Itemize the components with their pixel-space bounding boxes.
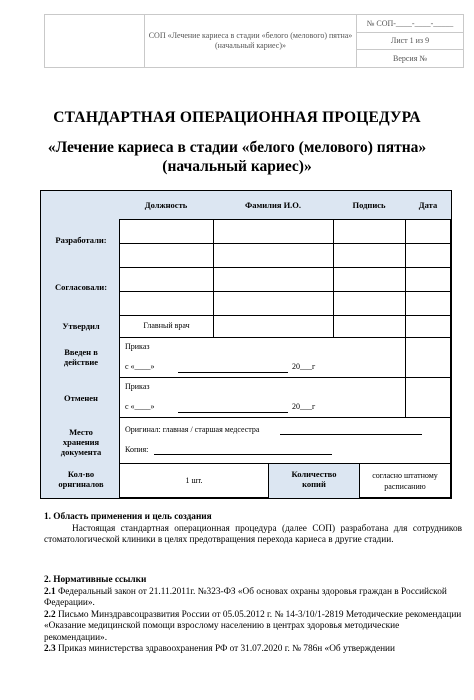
header-sop-title: СОП «Лечение кариеса в стадии «белого (мелового) пятна» (начальный кариес)» xyxy=(145,15,357,68)
col-date-header: Дата xyxy=(418,200,438,210)
enacted-order-from: с «____» xyxy=(125,362,155,371)
copies-label xyxy=(269,469,359,489)
agreed-name-1[interactable] xyxy=(213,267,334,292)
section-2-title: 2. Нормативные ссылки xyxy=(44,575,147,585)
header-logo-cell xyxy=(45,15,145,68)
section-1-title: 1. Область применения и цель создания xyxy=(44,512,212,522)
developed-position-1[interactable] xyxy=(119,219,214,244)
originals-count-cell[interactable] xyxy=(119,463,269,498)
row-developed-label: Разработали: xyxy=(55,235,107,245)
document-subtitle-line1: «Лечение кариеса в стадии «белого (мелового) пятна» xyxy=(47,139,427,156)
developed-name-1[interactable] xyxy=(213,219,334,244)
enacted-empty xyxy=(405,337,451,378)
section-2 xyxy=(44,575,462,656)
developed-date-1[interactable] xyxy=(405,219,451,244)
row-originals-label-1: Кол-во xyxy=(67,469,95,479)
agreed-date-1[interactable] xyxy=(405,267,451,292)
originals-count: 1 шт. xyxy=(185,476,203,485)
copies-value-cell[interactable] xyxy=(359,463,451,498)
header-sheet: Лист 1 из 9 xyxy=(357,32,464,50)
row-location-label-2: хранения xyxy=(62,437,100,447)
document-title: СТАНДАРТНАЯ ОПЕРАЦИОННАЯ ПРОЦЕДУРА xyxy=(53,109,421,126)
location-original-underline xyxy=(280,434,422,435)
section-2-2 xyxy=(44,610,462,645)
developed-date-2[interactable] xyxy=(405,243,451,268)
row-originals-label-2: орнгиналов xyxy=(58,479,104,489)
row-originals-label xyxy=(43,469,119,489)
copies-value-2: расписанию xyxy=(384,482,426,491)
location-copy: Копия: xyxy=(125,445,149,454)
approved-name[interactable] xyxy=(213,315,334,338)
enacted-order-underline xyxy=(178,372,288,373)
row-location-label-3: документа xyxy=(60,447,102,457)
approved-position: Главный врач xyxy=(143,321,190,330)
agreed-name-2[interactable] xyxy=(213,291,334,316)
section-2-3-text: Приказ министерства здравоохранения РФ от 31.07.2020 г. № 786н «Об утверждении xyxy=(55,644,395,654)
document-subtitle xyxy=(0,138,474,176)
cancelled-order-year: 20___г xyxy=(292,402,316,411)
row-approved-label: Утвердил xyxy=(62,321,100,331)
row-enacted-label-1: Введен в xyxy=(64,347,98,357)
section-2-3-num: 2.3 xyxy=(44,644,56,654)
header-sop-number: № СОП-____-____-_____ xyxy=(357,15,464,33)
agreed-position-2[interactable] xyxy=(119,291,214,316)
enacted-order-year: 20___г xyxy=(292,362,316,371)
approval-table xyxy=(40,190,452,499)
row-enacted-label xyxy=(43,347,119,367)
enacted-order-label: Приказ xyxy=(125,342,150,351)
row-agreed-label: Согласовали: xyxy=(54,282,108,292)
sop-header-table xyxy=(44,14,464,68)
enacted-order-cell[interactable] xyxy=(119,337,407,378)
developed-position-2[interactable] xyxy=(119,243,214,268)
approved-date[interactable] xyxy=(405,315,451,338)
col-name-header: Фамилия И.О. xyxy=(244,200,302,210)
col-position-header: Должность xyxy=(144,200,188,210)
approved-signature[interactable] xyxy=(333,315,406,338)
location-copy-underline xyxy=(154,454,332,455)
row-location-label xyxy=(43,427,119,457)
section-2-2-num: 2.2 xyxy=(44,609,56,620)
copies-label-1: Количество xyxy=(291,469,337,479)
row-enacted-label-2: действие xyxy=(63,357,99,367)
cancelled-empty xyxy=(405,377,451,418)
cancelled-order-label: Приказ xyxy=(125,382,150,391)
col-signature-header: Подпись xyxy=(352,200,386,210)
developed-signature-1[interactable] xyxy=(333,219,406,244)
row-cancelled-label: Отменен xyxy=(64,393,98,403)
cancelled-order-cell[interactable] xyxy=(119,377,407,418)
row-location-label-1: Место xyxy=(69,427,93,437)
location-cell[interactable] xyxy=(119,417,451,464)
section-2-3 xyxy=(44,644,462,656)
agreed-date-2[interactable] xyxy=(405,291,451,316)
developed-name-2[interactable] xyxy=(213,243,334,268)
developed-signature-2[interactable] xyxy=(333,243,406,268)
section-2-1-text: Федеральный закон от 21.11.2011г. №323-ФЗ «Об основах охраны здоровья граждан в Российской Федерации». xyxy=(44,586,447,608)
section-2-1-num: 2.1 xyxy=(44,586,56,597)
section-1 xyxy=(44,512,462,547)
document-subtitle-line2: (начальный кариес)» xyxy=(162,158,312,175)
header-version: Версия № xyxy=(357,50,464,68)
copies-label-2: копий xyxy=(302,479,326,489)
agreed-signature-1[interactable] xyxy=(333,267,406,292)
cancelled-order-from: с «____» xyxy=(125,402,155,411)
cancelled-order-underline xyxy=(178,412,288,413)
section-2-1 xyxy=(44,587,462,610)
approved-position-cell[interactable] xyxy=(119,315,214,338)
copies-value xyxy=(360,470,450,492)
section-1-text: Настоящая стандартная операционная процедура (далее СОП) разработана для сотрудников стоматологической клиники в целях предотвращения перехода кариеса в другие стадии. xyxy=(44,523,462,545)
agreed-signature-2[interactable] xyxy=(333,291,406,316)
section-2-2-text: Письмо Минздравсоцразвития России от 05.05.2012 г. № 14-3/10/1-2819 Методические рекомендации «Оказание медицинской помощи взрослому населению в центрах здоровья методические рекомендации». xyxy=(44,609,462,643)
agreed-position-1[interactable] xyxy=(119,267,214,292)
copies-value-1: согласно штатному xyxy=(372,471,438,480)
location-original: Оригинал: главная / старшая медсестра xyxy=(125,425,260,434)
